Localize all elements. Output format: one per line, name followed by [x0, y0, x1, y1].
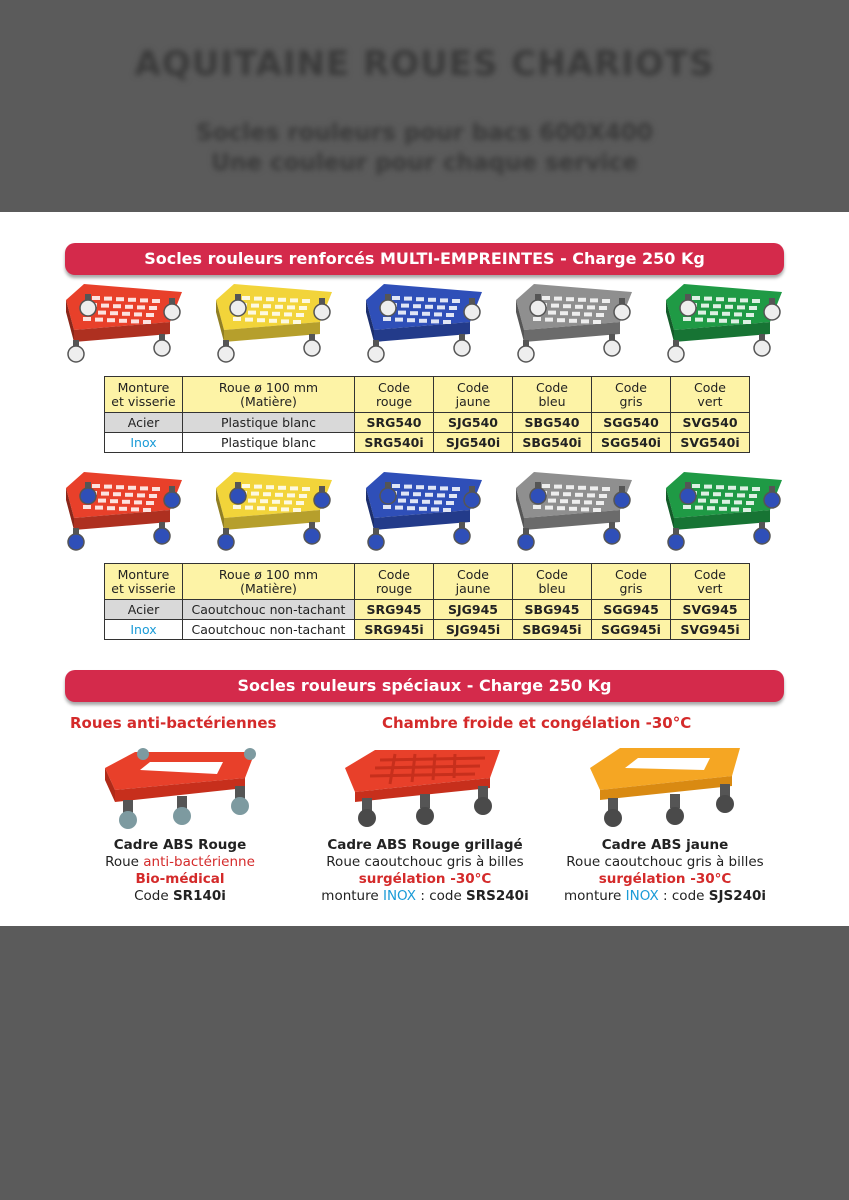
column-header: Monture et visserie [105, 377, 183, 413]
column-header: Code bleu [513, 564, 592, 600]
dolly-row-blue-wheels [60, 466, 790, 566]
roue-cell: Plastique blanc [183, 413, 355, 433]
code-cell: SVG945 [671, 600, 750, 620]
product-image-sr140i [95, 740, 265, 840]
code-cell: SVG540i [671, 433, 750, 453]
code-cell: SGG540 [592, 413, 671, 433]
product-line4-b: : code [416, 888, 467, 904]
product-line3: Bio-médical [135, 871, 225, 887]
product-line4-a: Code [134, 888, 173, 904]
monture-cell: Acier [105, 413, 183, 433]
roue-cell: Caoutchouc non-tachant [183, 600, 355, 620]
code-cell: SBG945 [513, 600, 592, 620]
dolly-image-jaune [212, 466, 336, 562]
column-header: Code rouge [355, 564, 434, 600]
column-header: Code vert [671, 377, 750, 413]
dolly-image-bleu [362, 466, 486, 562]
table-row [105, 620, 750, 640]
product-code: SJS240i [708, 888, 767, 904]
dolly-image-gris [512, 466, 636, 562]
column-header: Roue ø 100 mm (Matière) [183, 564, 355, 600]
code-cell: SBG540i [513, 433, 592, 453]
code-cell: SVG540 [671, 413, 750, 433]
product-line2 [80, 854, 280, 871]
product-image-sjs240i [580, 740, 750, 840]
page-footer [0, 926, 849, 1200]
dolly-image-bleu [362, 278, 486, 374]
product-line4-b: : code [658, 888, 709, 904]
column-header: Code jaune [434, 377, 513, 413]
code-cell: SVG945i [671, 620, 750, 640]
code-cell: SGG945 [592, 600, 671, 620]
heading-anti-bacteriennes: Roues anti-bactériennes [70, 714, 277, 732]
code-cell: SJG945 [434, 600, 513, 620]
product-title: Cadre ABS Rouge grillagé [327, 837, 523, 853]
dolly-image-rouge [62, 278, 186, 374]
column-header: Code vert [671, 564, 750, 600]
column-header: Code rouge [355, 377, 434, 413]
roue-cell: Plastique blanc [183, 433, 355, 453]
dolly-image-rouge [62, 466, 186, 562]
product-line4-inox: INOX [625, 888, 659, 904]
dolly-image-gris [512, 278, 636, 374]
table-header-row [105, 377, 750, 413]
table-row [105, 433, 750, 453]
page-header [0, 0, 849, 212]
spec-table-plastique [104, 376, 750, 453]
dolly-row-white-wheels [60, 278, 790, 378]
code-cell: SJG540i [434, 433, 513, 453]
code-cell: SRG945 [355, 600, 434, 620]
product-desc-sjs240i [545, 837, 785, 905]
code-cell: SBG945i [513, 620, 592, 640]
column-header: Code jaune [434, 564, 513, 600]
table-header-row [105, 564, 750, 600]
product-line4-a: monture [321, 888, 383, 904]
table-row [105, 600, 750, 620]
header-subtitle-line1: Socles rouleurs pour bacs 600X400 [196, 120, 653, 146]
product-desc-srs240i [305, 837, 545, 905]
code-cell: SBG540 [513, 413, 592, 433]
product-line2: Roue caoutchouc gris à billes [326, 854, 524, 870]
code-cell: SJG540 [434, 413, 513, 433]
product-code: SR140i [172, 888, 226, 904]
heading-chambre-froide: Chambre froide et congélation -30°C [382, 714, 692, 732]
section1-banner: Socles rouleurs renforcés MULTI-EMPREINTES - Charge 250 Kg [65, 243, 784, 275]
table-row [105, 413, 750, 433]
product-line4 [80, 888, 280, 905]
dolly-image-vert [662, 278, 786, 374]
section2-banner: Socles rouleurs spéciaux - Charge 250 Kg [65, 670, 784, 702]
code-cell: SRG540i [355, 433, 434, 453]
product-image-srs240i [340, 740, 510, 840]
column-header: Code gris [592, 377, 671, 413]
product-code: SRS240i [466, 888, 529, 904]
product-title: Cadre ABS jaune [601, 837, 729, 853]
dolly-image-jaune [212, 278, 336, 374]
monture-cell: Inox [105, 433, 183, 453]
product-line2-b: anti-bactérienne [143, 854, 255, 870]
product-title: Cadre ABS Rouge [113, 837, 247, 853]
column-header: Code bleu [513, 377, 592, 413]
product-line4 [545, 888, 785, 905]
product-desc-sr140i [80, 837, 280, 905]
roue-cell: Caoutchouc non-tachant [183, 620, 355, 640]
header-subtitle-line2: Une couleur pour chaque service [211, 150, 638, 176]
product-line2: Roue caoutchouc gris à billes [566, 854, 764, 870]
product-line3: surgélation -30°C [358, 871, 492, 887]
column-header: Roue ø 100 mm (Matière) [183, 377, 355, 413]
header-title: AQUITAINE ROUES CHARIOTS [134, 44, 715, 84]
product-line4-a: monture [563, 888, 626, 904]
code-cell: SRG945i [355, 620, 434, 640]
product-line4 [305, 888, 545, 905]
code-cell: SRG540 [355, 413, 434, 433]
monture-cell: Inox [105, 620, 183, 640]
column-header: Code gris [592, 564, 671, 600]
code-cell: SJG945i [434, 620, 513, 640]
spec-table-caoutchouc [104, 563, 750, 640]
product-line4-inox: INOX [382, 888, 417, 904]
code-cell: SGG945i [592, 620, 671, 640]
product-line2-a: Roue [105, 854, 144, 870]
code-cell: SGG540i [592, 433, 671, 453]
monture-cell: Acier [105, 600, 183, 620]
dolly-image-vert [662, 466, 786, 562]
product-line3: surgélation -30°C [598, 871, 732, 887]
header-subtitle [0, 118, 849, 178]
column-header: Monture et visserie [105, 564, 183, 600]
